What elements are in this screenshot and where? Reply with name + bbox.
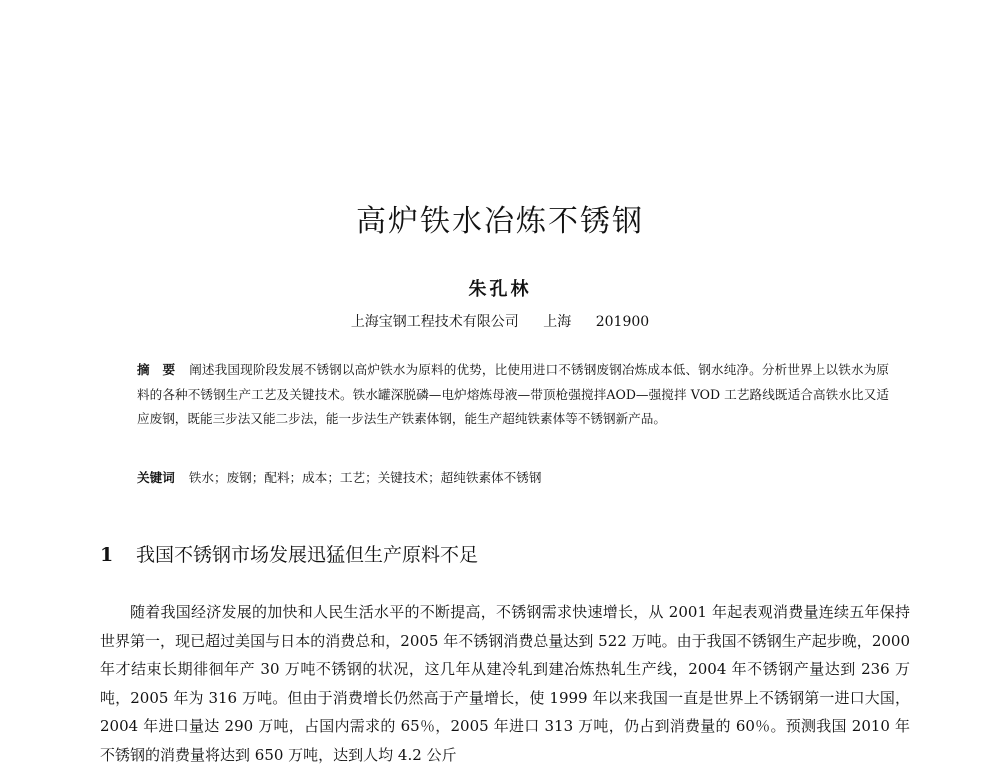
keywords-label: 关键词 — [137, 470, 175, 485]
keywords — [137, 467, 889, 486]
affiliation-city: 上海 — [543, 314, 572, 330]
section-title: 我国不锈钢市场发展迅猛但生产原料不足 — [136, 544, 479, 566]
abstract-text: 阐述我国现阶段发展不锈钢以高炉铁水为原料的优势，比使用进口不锈钢废钢冶炼成本低、钢水纯净。分析世界上以铁水为原料的各种不锈钢生产工艺及关键技术。铁水罐深脱磷—电炉熔炼母液—带顶枪强搅拌AOD—强搅拌 VOD 工艺路线既适合高铁水比又适应废钢，既能三步法又能二步法，能一步法生产铁素体钢，能生产超纯铁素体等不锈钢新产品。 — [137, 362, 890, 426]
section-heading — [100, 540, 920, 567]
keywords-text: 铁水；废钢；配料；成本；工艺；关键技术；超纯铁素体不锈钢 — [188, 470, 542, 485]
affiliation — [0, 311, 1000, 331]
author-name: 朱孔林 — [468, 279, 532, 300]
abstract-label: 摘 要 — [137, 362, 176, 377]
affiliation-org: 上海宝钢工程技术有限公司 — [350, 314, 519, 330]
section-number: 1 — [100, 544, 114, 566]
paper-title: 高炉铁水冶炼不锈钢 — [356, 204, 644, 239]
affiliation-postcode: 201900 — [595, 314, 650, 330]
abstract — [137, 358, 889, 432]
body-paragraph: 随着我国经济发展的加快和人民生活水平的不断提高，不锈钢需求快速增长，从 2001 年起表观消费量连续五年保持世界第一，现已超过美国与日本的消费总和，2005 年不锈钢消费总量达到 522 万吨。由于我国不锈钢生产起步晚，2000 年才结束长期徘徊年产 30 万吨不锈钢的状况，这几年从建冷轧到建冶炼热轧生产线，2004 年不锈钢产量达到 236 万吨，2005 年为 316 万吨。但由于消费增长仍然高于产量增长，使 1999 年以来我国一直是世界上不锈钢第一进口大国，2004 年进口量达 290 万吨，占国内需求的 65％，2005 年进口 313 万吨，仍占到消费量的 60％。预测我国 2010 年不锈钢的消费量将达到 650 万吨，达到人均 4.2 公斤 — [100, 603, 910, 764]
